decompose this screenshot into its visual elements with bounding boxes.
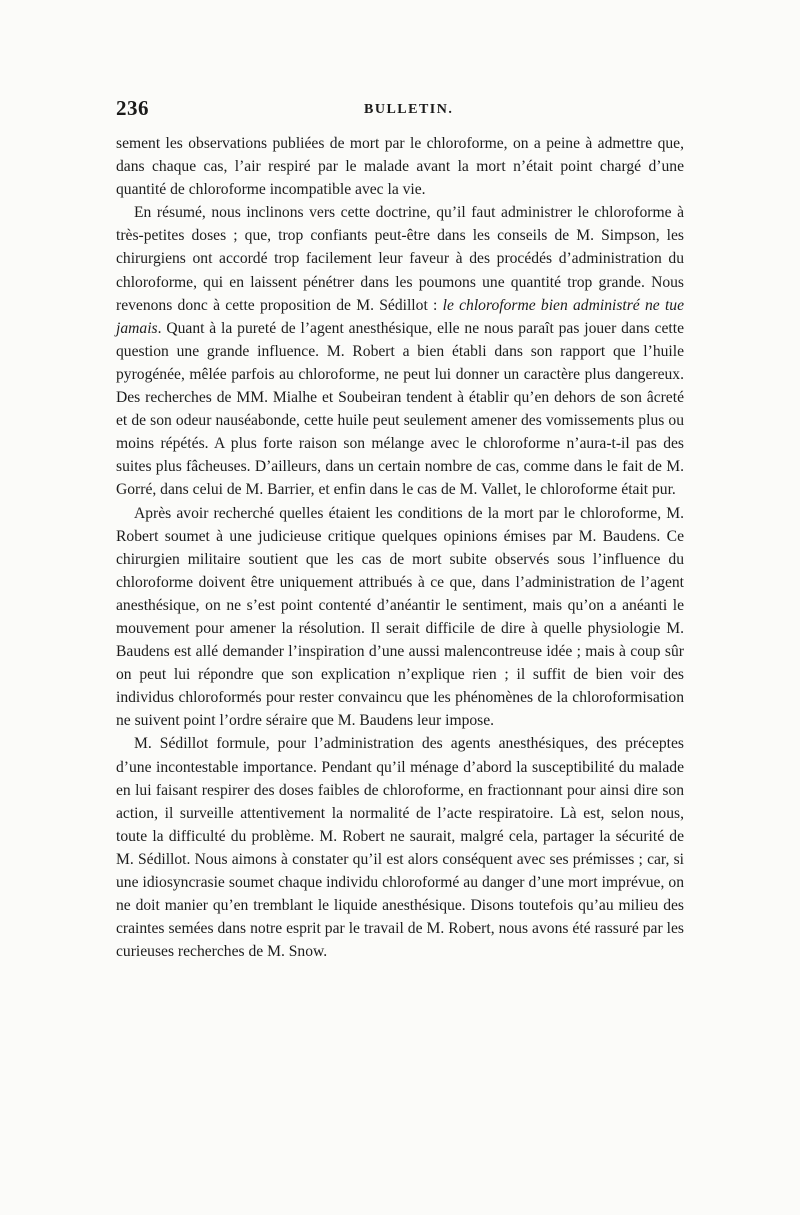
paragraph-continuation <box>116 132 684 201</box>
text-segment: sement les observations publiées de mort par le chloroforme, on a peine à admettre que, dans chaque cas, l’air respiré par le malade avant la mort n’était point chargé d’une quantité de chloroforme incompatible avec la vie. <box>116 135 684 199</box>
page-number: 236 <box>116 96 149 120</box>
body-text <box>116 132 684 963</box>
paragraph-summary <box>116 201 684 501</box>
paragraph-sedillot <box>116 732 684 963</box>
text-segment: . Quant à la pureté de l’agent anesthésique, elle ne nous paraît pas jouer dans cette question une grande influence. M. Robert a bien établi dans son rapport que l’huile pyrogénée, mêlée parfois au chloroforme, ne peut lui donner un caractère plus dangereux. Des recherches de MM. Mialhe et Soubeiran tendent à établir qu’en dehors de son âcreté et de son odeur nauséabonde, cette huile peut seulement amener des vomissements plus ou moins répétés. A plus forte raison son mélange avec le chloroforme n’aura-t-il pas des suites plus fâcheuses. D’ailleurs, dans un certain nombre de cas, comme dans le fait de M. Gorré, dans celui de M. Barrier, et enfin dans le cas de M. Vallet, le chloroforme était pur. <box>116 319 684 499</box>
text-segment: En résumé, nous inclinons vers cette doctrine, qu’il faut administrer le chloroforme à très-petites doses ; que, trop confiants peut-être dans les conseils de M. Simpson, les chirurgiens ont accordé trop facilement leur faveur à des procédés d’administration du chloroforme, qui en laissent pénétrer dans les poumons une quantité trop grande. Nous revenons donc à cette proposition de M. Sédillot : <box>116 204 684 314</box>
italic-quote: le chloroforme bien administré ne tue jamais <box>116 296 684 337</box>
text-segment: Après avoir recherché quelles étaient les conditions de la mort par le chloroforme, M. Robert soumet à une judicieuse critique quelques opinions émises par M. Baudens. Ce chirurgien militaire soutient que les cas de mort subite observés sous l’influence du chloroforme doivent être uniquement attribués à ce que, dans l’administration de l’agent anesthésique, on ne s’est point contenté d’anéantir le sentiment, mais qu’on a anéanti le mouvement pour amener la résolution. Il serait difficile de dire à quelle physiologie M. Baudens est allé demander l’inspiration d’une aussi malencontreuse idée ; mais à coup sûr on peut lui répondre que son explication n’explique rien ; il suffit de bien voir des individus chloroformés pour rester convaincu que les phénomènes de la chloroformisation ne suivent point l’ordre séraire que M. Baudens leur impose. <box>116 504 684 730</box>
running-head: BULLETIN. <box>364 102 454 117</box>
paragraph-baudens <box>116 502 684 733</box>
page-header <box>116 96 686 124</box>
text-segment: M. Sédillot formule, pour l’administration des agents anesthésiques, des préceptes d’une incontestable importance. Pendant qu’il ménage d’abord la susceptibilité du malade en lui faisant respirer des doses faibles de chloroforme, en fractionnant pour ainsi dire son action, il surveille attentivement la normalité de l’acte respiratoire. Là est, selon nous, toute la difficulté du problème. M. Robert ne saurait, malgré cela, partager la sécurité de M. Sédillot. Nous aimons à constater qu’il est alors conséquent avec ses prémisses ; car, si une idiosyncrasie soumet chaque individu chloroformé au danger d’une mort imprévue, on ne doit manier qu’en tremblant le liquide anesthésique. Disons toutefois qu’au milieu des craintes semées dans notre esprit par le travail de M. Robert, nous avons été rassuré par les curieuses recherches de M. Snow. <box>116 735 684 961</box>
